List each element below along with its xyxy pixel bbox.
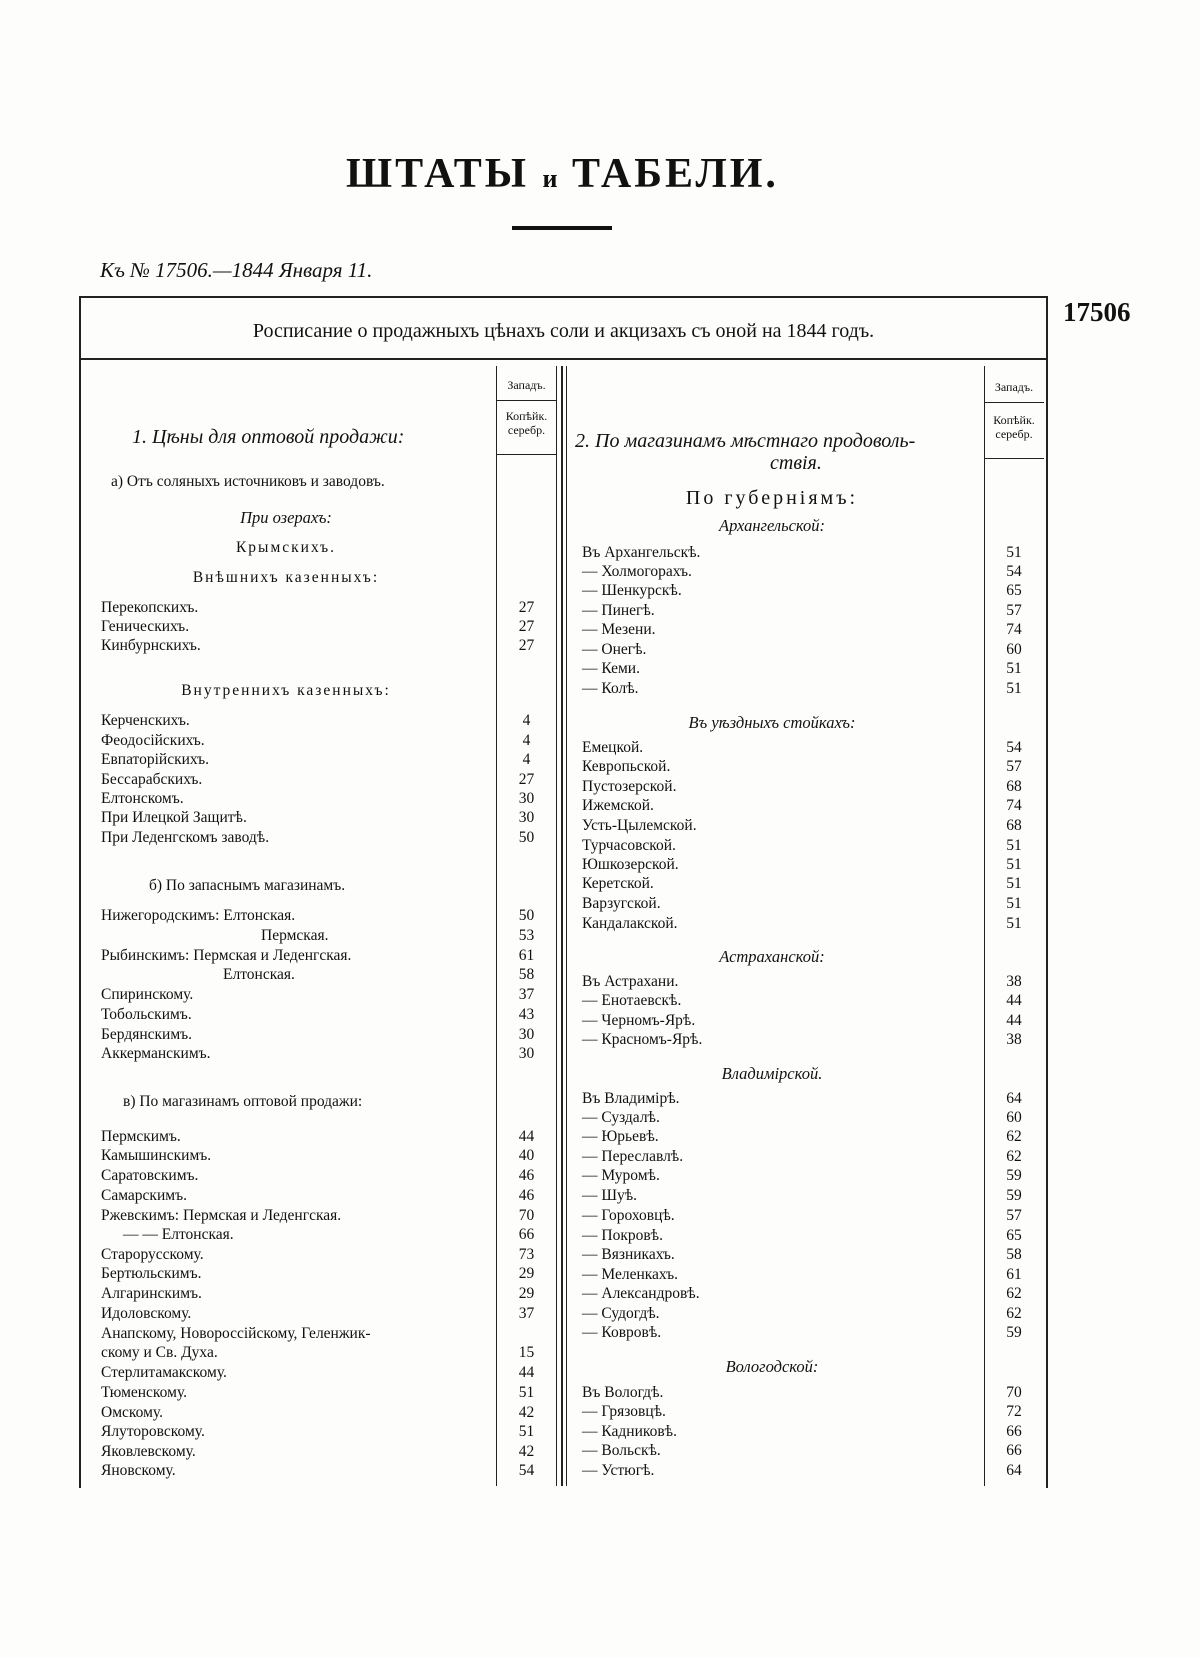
left-row-label: Елтонскомъ. bbox=[101, 790, 184, 807]
right-table-row bbox=[0, 874, 1200, 893]
right-row-label: — Ковровѣ. bbox=[582, 1324, 662, 1341]
title-end: ТАБЕЛИ. bbox=[571, 151, 779, 197]
left-row-price: 53 bbox=[518, 927, 535, 944]
page-title bbox=[0, 150, 1125, 198]
title-conjunction: и bbox=[542, 164, 559, 193]
right-row-price: 58 bbox=[1006, 1246, 1022, 1263]
right-table-row bbox=[0, 1127, 1200, 1146]
right-col-region-header: Западъ. bbox=[994, 380, 1034, 394]
right-row-label: — Красномъ-Ярѣ. bbox=[582, 1031, 703, 1048]
left-row-label: Бессарабскихъ. bbox=[101, 771, 203, 788]
right-row-price: 64 bbox=[1006, 1462, 1022, 1479]
left-row-label: Крымскихъ. bbox=[235, 539, 337, 556]
left-row-label: Керченскихъ. bbox=[101, 712, 190, 729]
right-row-label: — Онегѣ. bbox=[582, 641, 647, 658]
left-row-label: Бердянскимъ. bbox=[101, 1026, 193, 1043]
left-row-label: Пермскимъ. bbox=[101, 1128, 181, 1145]
left-row-price: 27 bbox=[518, 637, 535, 654]
right-row-label: — Холмогорахъ. bbox=[582, 563, 692, 580]
right-table-row bbox=[0, 581, 1200, 600]
left-row-price: 61 bbox=[518, 947, 535, 964]
left-row-price: 30 bbox=[518, 1045, 535, 1062]
right-row-label: Пустозерской. bbox=[582, 778, 677, 795]
left-row-label: Феодосійскихъ. bbox=[101, 732, 205, 749]
right-row-price: 61 bbox=[1006, 1266, 1022, 1283]
left-row-price: 70 bbox=[518, 1207, 535, 1224]
left-row-label: Внѣшнихъ казенныхъ: bbox=[192, 569, 380, 586]
right-table-row bbox=[0, 777, 1200, 796]
right-row-price: 62 bbox=[1006, 1285, 1022, 1302]
right-row-label: — Судогдѣ. bbox=[582, 1305, 660, 1322]
right-row-label: — Вязникахъ. bbox=[582, 1246, 675, 1263]
left-row-price: 42 bbox=[518, 1443, 535, 1460]
left-row-label: Омскому. bbox=[101, 1404, 163, 1421]
left-row-label: Самарскимъ. bbox=[101, 1187, 187, 1204]
right-row-label: Владимірской. bbox=[721, 1064, 823, 1083]
right-table-row bbox=[0, 757, 1200, 776]
left-row-label: Елтонская. bbox=[223, 966, 295, 983]
left-row-label: Стерлитамакскому. bbox=[101, 1364, 227, 1381]
right-row-price: 64 bbox=[1006, 1090, 1022, 1107]
right-row-price: 57 bbox=[1006, 1207, 1022, 1224]
left-row-price: 29 bbox=[518, 1265, 535, 1282]
left-row-price: 27 bbox=[518, 618, 535, 635]
right-row-price: 38 bbox=[1006, 973, 1022, 990]
left-row-price: 4 bbox=[522, 751, 531, 768]
right-row-label: Въ Астрахани. bbox=[582, 973, 679, 990]
right-col-unit-line1: Копѣйк. bbox=[993, 413, 1035, 427]
left-row-label: Спиринскому. bbox=[101, 986, 194, 1003]
right-table-row bbox=[0, 1089, 1200, 1108]
left-row-price: 42 bbox=[518, 1404, 535, 1421]
right-table-row bbox=[0, 914, 1200, 933]
document-reference: Къ № 17506.—1844 Января 11. bbox=[100, 258, 373, 282]
left-section-title: 1. Цѣны для оптовой продажи: bbox=[132, 426, 405, 448]
right-row-label: — Суздалѣ. bbox=[582, 1109, 660, 1126]
right-row-price: 74 bbox=[1006, 621, 1022, 638]
title-divider bbox=[512, 226, 612, 230]
right-table-row bbox=[0, 991, 1200, 1010]
right-table-row bbox=[0, 562, 1200, 581]
right-row-label: Емецкой. bbox=[582, 739, 644, 756]
left-col-unit-line1: Копѣйк. bbox=[505, 409, 548, 423]
right-table-row bbox=[0, 1226, 1200, 1245]
left-row-label: Евпаторійскихъ. bbox=[101, 751, 209, 768]
right-table-row bbox=[0, 1284, 1200, 1303]
right-table-row bbox=[0, 659, 1200, 678]
right-row-label: По губерніямъ: bbox=[685, 487, 859, 509]
right-row-label: — Шенкурскѣ. bbox=[582, 582, 682, 599]
right-row-price: 65 bbox=[1006, 582, 1022, 599]
right-row-price: 60 bbox=[1006, 641, 1022, 658]
right-section-title-line2: ствія. bbox=[770, 452, 822, 474]
left-row-label: а) Отъ соляныхъ источниковъ и заводовъ. bbox=[111, 473, 385, 490]
right-row-price: 51 bbox=[1006, 680, 1022, 697]
right-row-price: 59 bbox=[1006, 1187, 1022, 1204]
right-row-label: — Мезени. bbox=[582, 621, 656, 638]
left-row-price: 37 bbox=[518, 1305, 535, 1322]
right-table-row bbox=[0, 1402, 1200, 1421]
right-row-label: — Меленкахъ. bbox=[582, 1266, 678, 1283]
right-row-label: — Устюгѣ. bbox=[582, 1462, 655, 1479]
right-table-row bbox=[0, 679, 1200, 698]
right-table-row bbox=[0, 1422, 1200, 1441]
right-row-price: 54 bbox=[1006, 563, 1022, 580]
left-row-label: При озерахъ: bbox=[240, 508, 332, 527]
left-row-label: Алгаринскимъ. bbox=[101, 1285, 202, 1302]
left-row-label: Нижегородскимъ: Елтонская. bbox=[101, 907, 296, 924]
left-row-price: 58 bbox=[518, 966, 535, 983]
left-row-price: 73 bbox=[518, 1246, 535, 1263]
left-col-region-header: Западъ. bbox=[507, 378, 546, 392]
left-row-label: Идоловскому. bbox=[101, 1305, 192, 1322]
right-row-price: 62 bbox=[1006, 1148, 1022, 1165]
right-table-row bbox=[0, 1304, 1200, 1323]
left-row-price: 37 bbox=[518, 986, 535, 1003]
left-col-header-rule-bottom bbox=[496, 454, 557, 455]
right-row-label: Вологодской: bbox=[725, 1357, 819, 1376]
right-table-row bbox=[0, 489, 1200, 508]
left-row-label: скому и Св. Духа. bbox=[101, 1344, 218, 1361]
right-table-row bbox=[0, 738, 1200, 757]
left-row-label: Геническихъ. bbox=[101, 618, 190, 635]
left-row-label: Камышинскимъ. bbox=[101, 1147, 212, 1164]
right-table-row bbox=[0, 1383, 1200, 1402]
right-col-header-rule-bottom bbox=[984, 458, 1044, 459]
right-row-price: 51 bbox=[1006, 915, 1022, 932]
right-table-row bbox=[0, 947, 1200, 966]
left-row-label: При Илецкой Защитѣ. bbox=[101, 809, 247, 826]
left-row-label: Рыбинскимъ: Пермская и Леденгская. bbox=[101, 947, 352, 964]
right-table-row bbox=[0, 1166, 1200, 1185]
right-row-price: 60 bbox=[1006, 1109, 1022, 1126]
right-row-label: — Енотаевскѣ. bbox=[582, 992, 682, 1009]
right-row-label: — Покровѣ. bbox=[582, 1227, 663, 1244]
right-table-row bbox=[0, 1461, 1200, 1480]
right-row-label: — Грязовцѣ. bbox=[582, 1403, 666, 1420]
left-row-label: Яновскому. bbox=[101, 1462, 176, 1479]
right-row-label: — Пинегѣ. bbox=[582, 602, 655, 619]
right-table-row bbox=[0, 1064, 1200, 1083]
right-table-row bbox=[0, 601, 1200, 620]
right-row-price: 65 bbox=[1006, 1227, 1022, 1244]
right-row-price: 57 bbox=[1006, 758, 1022, 775]
right-row-label: — Кадниковѣ. bbox=[582, 1423, 677, 1440]
left-row-label: — — Елтонская. bbox=[123, 1226, 234, 1243]
left-row-price: 4 bbox=[522, 732, 531, 749]
right-table-row bbox=[0, 1245, 1200, 1264]
right-row-label: — Гороховцѣ. bbox=[582, 1207, 675, 1224]
left-row-label: в) По магазинамъ оптовой продажи: bbox=[123, 1093, 363, 1110]
right-row-label: — Колѣ. bbox=[582, 680, 639, 697]
schedule-title: Росписание о продажныхъ цѣнахъ соли и акцизахъ съ оной на 1844 годъ. bbox=[79, 296, 1048, 360]
right-table-row bbox=[0, 972, 1200, 991]
left-row-label: Внутреннихъ казенныхъ: bbox=[181, 682, 391, 699]
left-row-label: При Леденгскомъ заводѣ. bbox=[101, 829, 270, 846]
right-row-price: 51 bbox=[1006, 660, 1022, 677]
right-row-price: 51 bbox=[1006, 837, 1022, 854]
right-row-label: Керетской. bbox=[582, 875, 654, 892]
right-table-row bbox=[0, 796, 1200, 815]
right-row-price: 51 bbox=[1006, 895, 1022, 912]
right-row-price: 51 bbox=[1006, 544, 1022, 561]
left-row-label: Ялуторовскому. bbox=[101, 1423, 205, 1440]
left-row-label: Аккерманскимъ. bbox=[101, 1045, 211, 1062]
right-row-label: Турчасовской. bbox=[582, 837, 676, 854]
right-col-header-rule bbox=[984, 402, 1044, 403]
left-row-price: 30 bbox=[518, 790, 535, 807]
left-row-price: 4 bbox=[522, 712, 531, 729]
right-row-price: 70 bbox=[1006, 1384, 1022, 1401]
right-row-price: 54 bbox=[1006, 739, 1022, 756]
right-row-price: 44 bbox=[1006, 992, 1022, 1009]
left-col-unit-line2: серебр. bbox=[507, 422, 546, 437]
right-table-row bbox=[0, 894, 1200, 913]
right-row-price: 59 bbox=[1006, 1167, 1022, 1184]
right-row-label: Варзугской. bbox=[582, 895, 661, 912]
left-row-label: Тюменскому. bbox=[101, 1384, 188, 1401]
right-row-price: 66 bbox=[1006, 1423, 1022, 1440]
right-row-label: — Кеми. bbox=[582, 660, 640, 677]
left-row-price: 40 bbox=[518, 1147, 535, 1164]
left-row-price: 50 bbox=[518, 907, 535, 924]
right-section-title-line1: 2. По магазинамъ мѣстнаго продоволь- bbox=[575, 430, 916, 452]
left-row-price: 51 bbox=[518, 1384, 535, 1401]
right-row-label: — Юрьевѣ. bbox=[582, 1128, 659, 1145]
left-row-label: Яковлевскому. bbox=[101, 1443, 196, 1460]
left-row-label: Кинбурнскихъ. bbox=[101, 637, 201, 654]
right-row-price: 62 bbox=[1006, 1128, 1022, 1145]
right-row-label: Архангельской: bbox=[718, 516, 825, 535]
right-row-price: 51 bbox=[1006, 875, 1022, 892]
left-col-header-rule bbox=[496, 400, 557, 401]
left-row-price: 51 bbox=[518, 1423, 535, 1440]
right-row-label: Ижемской. bbox=[582, 797, 654, 814]
left-row-label: Бертюльскимъ. bbox=[101, 1265, 202, 1282]
right-row-label: Юшкозерской. bbox=[582, 856, 679, 873]
right-row-label: — Шуѣ. bbox=[582, 1187, 638, 1204]
left-row-price: 44 bbox=[518, 1128, 535, 1145]
right-table-row bbox=[0, 1441, 1200, 1460]
page-number: 17506 bbox=[1063, 297, 1131, 327]
right-table-row bbox=[0, 713, 1200, 732]
right-col-unit-line2: серебр. bbox=[995, 426, 1033, 441]
left-row-label: Анапскому, Новороссійскому, Геленжик- bbox=[101, 1325, 371, 1342]
right-table-row bbox=[0, 516, 1200, 535]
left-row-price: 54 bbox=[518, 1462, 535, 1479]
right-table-row bbox=[0, 1108, 1200, 1127]
left-row-label: Перекопскихъ. bbox=[101, 599, 199, 616]
left-row-price: 66 bbox=[518, 1226, 535, 1243]
left-row-price: 15 bbox=[518, 1344, 535, 1361]
right-table-row bbox=[0, 816, 1200, 835]
right-col-unit-header bbox=[984, 414, 1044, 442]
right-table-row bbox=[0, 640, 1200, 659]
title-main: ШТАТЫ bbox=[346, 151, 529, 197]
right-table-row bbox=[0, 1357, 1200, 1376]
right-row-label: Кевропьской. bbox=[582, 758, 671, 775]
left-row-label: Старорусскому. bbox=[101, 1246, 204, 1263]
left-row-price: 27 bbox=[518, 599, 535, 616]
left-row-label: Ржевскимъ: Пермская и Леденгская. bbox=[101, 1207, 342, 1224]
right-row-label: — Вольскѣ. bbox=[582, 1442, 661, 1459]
left-row-label: б) По запаснымъ магазинамъ. bbox=[149, 877, 346, 894]
right-row-label: — Черномъ-Ярѣ. bbox=[582, 1012, 696, 1029]
right-row-price: 51 bbox=[1006, 856, 1022, 873]
right-row-label: Усть-Цылемской. bbox=[582, 817, 697, 834]
left-row-label: Саратовскимъ. bbox=[101, 1167, 199, 1184]
left-row-price: 44 bbox=[518, 1364, 535, 1381]
right-table-row bbox=[0, 855, 1200, 874]
right-table-row bbox=[0, 1186, 1200, 1205]
right-row-price: 66 bbox=[1006, 1442, 1022, 1459]
right-row-price: 44 bbox=[1006, 1012, 1022, 1029]
right-row-price: 62 bbox=[1006, 1305, 1022, 1322]
left-row-price: 46 bbox=[518, 1187, 535, 1204]
right-row-label: Въ Вологдѣ. bbox=[582, 1384, 664, 1401]
left-row-price: 30 bbox=[518, 1026, 535, 1043]
right-row-label: — Александровѣ. bbox=[582, 1285, 700, 1302]
right-row-price: 38 bbox=[1006, 1031, 1022, 1048]
right-row-price: 57 bbox=[1006, 602, 1022, 619]
right-table-row bbox=[0, 1030, 1200, 1049]
right-table-row bbox=[0, 1265, 1200, 1284]
right-table-row bbox=[0, 620, 1200, 639]
right-row-label: Кандалакской. bbox=[582, 915, 678, 932]
left-col-unit-header bbox=[496, 410, 557, 438]
right-row-price: 68 bbox=[1006, 778, 1022, 795]
left-row-price: 29 bbox=[518, 1285, 535, 1302]
right-row-price: 74 bbox=[1006, 797, 1022, 814]
right-row-label: Въ Владимірѣ. bbox=[582, 1090, 680, 1107]
left-row-price: 27 bbox=[518, 771, 535, 788]
right-row-price: 72 bbox=[1006, 1403, 1022, 1420]
right-row-price: 59 bbox=[1006, 1324, 1022, 1341]
right-table-row bbox=[0, 836, 1200, 855]
right-table-row bbox=[0, 1323, 1200, 1342]
right-table-row bbox=[0, 1206, 1200, 1225]
right-table-row bbox=[0, 1011, 1200, 1030]
left-row-label: Пермская. bbox=[261, 927, 329, 944]
left-row-price: 46 bbox=[518, 1167, 535, 1184]
right-row-label: — Муромѣ. bbox=[582, 1167, 660, 1184]
right-table-row bbox=[0, 543, 1200, 562]
right-row-label: — Переславлѣ. bbox=[582, 1148, 684, 1165]
left-row-price: 30 bbox=[518, 809, 535, 826]
right-row-label: Въ уѣздныхъ стойкахъ: bbox=[688, 713, 856, 732]
left-row-label: Тобольскимъ. bbox=[101, 1006, 192, 1023]
right-table-row bbox=[0, 1147, 1200, 1166]
right-row-label: Астраханской: bbox=[719, 947, 825, 966]
right-row-price: 68 bbox=[1006, 817, 1022, 834]
right-row-label: Въ Архангельскѣ. bbox=[582, 544, 701, 561]
left-row-price: 43 bbox=[518, 1006, 535, 1023]
left-row-price: 50 bbox=[518, 829, 535, 846]
